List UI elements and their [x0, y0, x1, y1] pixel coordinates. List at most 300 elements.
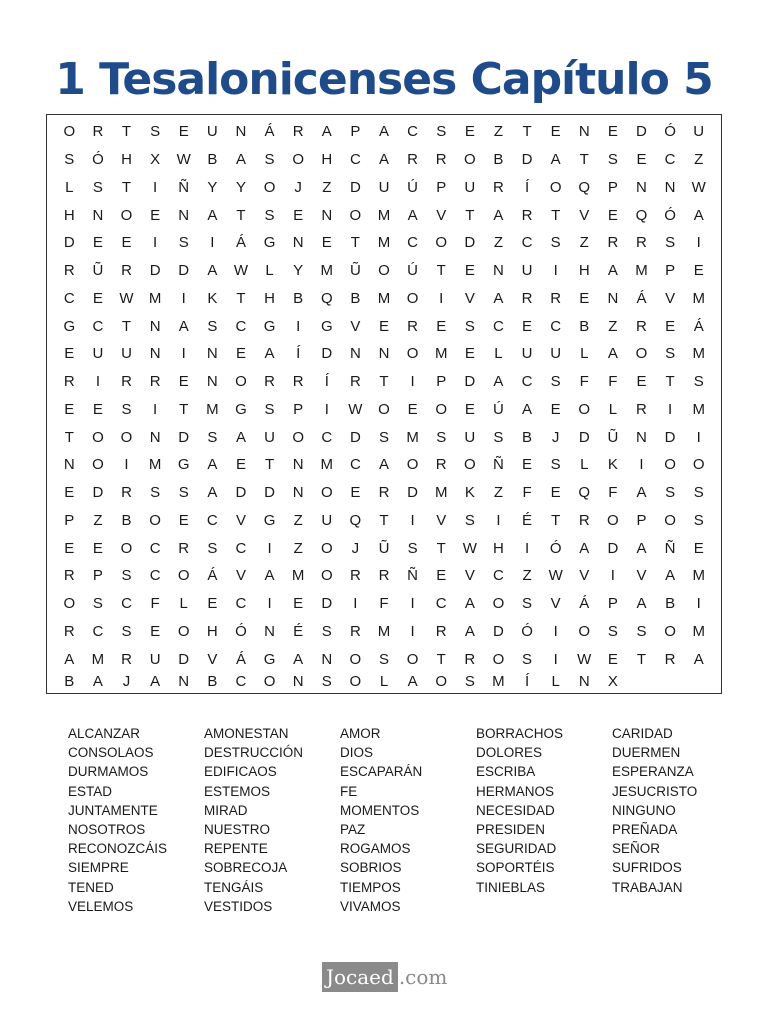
grid-letter: D: [407, 484, 419, 502]
grid-letter: R: [121, 484, 132, 502]
word-list-item: MIRAD: [204, 802, 248, 818]
grid-letter: O: [292, 428, 304, 446]
grid-letter: I: [524, 539, 530, 557]
grid-letter: A: [407, 206, 418, 224]
grid-letter: E: [522, 317, 533, 335]
grid-letter: I: [181, 289, 186, 307]
grid-letter: C: [664, 151, 676, 169]
grid-letter: Ñ: [664, 539, 676, 557]
grid-letter: O: [292, 151, 304, 169]
grid-letter: I: [267, 595, 272, 613]
logo-main-text: Jocaed: [322, 962, 398, 992]
word-list-item: ESCAPARÁN: [340, 764, 423, 780]
grid-letter: O: [349, 650, 362, 668]
grid-letter: O: [320, 567, 333, 585]
grid-letter: L: [65, 178, 74, 196]
grid-letter: I: [696, 428, 701, 446]
grid-letter: V: [436, 206, 447, 224]
grid-letter: R: [636, 400, 647, 418]
word-list-item: FE: [340, 783, 358, 799]
grid-letter: E: [178, 123, 189, 141]
word-list-item: MOMENTOS: [340, 802, 420, 818]
grid-letter: A: [493, 289, 504, 307]
grid-letter: T: [579, 151, 589, 169]
grid-letter: V: [636, 567, 647, 585]
grid-letter: Q: [635, 206, 648, 224]
grid-letter: R: [378, 484, 390, 502]
grid-letter: N: [63, 456, 75, 474]
grid-letter: S: [550, 373, 561, 391]
grid-letter: O: [664, 511, 676, 529]
grid-letter: S: [522, 595, 533, 613]
grid-letter: C: [235, 539, 247, 557]
grid-letter: O: [92, 428, 104, 446]
grid-letter: Z: [493, 123, 504, 141]
word-list-item: SOBRECOJA: [204, 860, 288, 876]
grid-letter: V: [579, 206, 590, 224]
grid-letter: E: [693, 262, 704, 280]
grid-letter: T: [436, 262, 446, 280]
grid-letter: A: [665, 567, 676, 585]
grid-letter: E: [607, 206, 618, 224]
grid-letter: C: [235, 595, 247, 613]
grid-letter: Ó: [549, 539, 562, 557]
jocaed-logo[interactable]: [322, 961, 447, 993]
grid-letter: N: [636, 428, 647, 446]
grid-letter: T: [121, 317, 132, 335]
grid-letter: A: [235, 428, 246, 446]
grid-letter: M: [320, 456, 334, 474]
grid-letter: A: [235, 151, 246, 169]
grid-letter: Ñ: [407, 567, 419, 585]
grid-letter: U: [92, 345, 104, 363]
word-list-item: ESTEMOS: [204, 783, 271, 799]
grid-letter: A: [693, 206, 704, 224]
grid-letter: D: [607, 539, 619, 557]
grid-letter: S: [64, 151, 75, 169]
grid-letter: D: [235, 484, 247, 502]
grid-letter: N: [321, 650, 333, 668]
grid-letter: S: [436, 428, 447, 446]
grid-letter: D: [92, 484, 104, 502]
word-list-item: REPENTE: [204, 841, 268, 857]
grid-letter: N: [292, 673, 304, 690]
grid-letter: I: [153, 234, 158, 252]
word-search-grid: [46, 114, 722, 694]
grid-letter: I: [410, 595, 415, 613]
grid-letter: P: [665, 262, 676, 280]
grid-letter: Q: [578, 484, 591, 502]
grid-letter: C: [206, 511, 218, 529]
grid-letter: O: [349, 206, 362, 224]
grid-letter: T: [64, 428, 74, 446]
grid-letter: C: [235, 673, 247, 690]
grid-letter: R: [264, 373, 275, 391]
grid-letter: R: [292, 373, 304, 391]
grid-letter: F: [522, 484, 532, 502]
grid-letter: T: [264, 456, 275, 474]
grid-letter: O: [177, 622, 190, 640]
grid-letter: D: [493, 622, 504, 640]
grid-letter: R: [121, 262, 132, 280]
grid-letter: H: [578, 262, 590, 280]
grid-letter: V: [550, 595, 561, 613]
grid-letter: I: [410, 622, 415, 640]
grid-letter: Á: [636, 289, 647, 307]
grid-letter: M: [434, 484, 448, 502]
grid-letter: L: [265, 262, 274, 280]
grid-letter: V: [350, 317, 361, 335]
grid-letter: S: [378, 650, 389, 668]
grid-letter: C: [493, 317, 504, 335]
grid-letter: O: [692, 456, 705, 474]
grid-letter: I: [324, 400, 329, 418]
word-list-item: TRABAJAN: [612, 879, 683, 895]
logo-suffix-text: .com: [398, 965, 448, 989]
grid-letter: C: [235, 317, 247, 335]
grid-letter: A: [464, 622, 475, 640]
grid-letter: O: [463, 456, 476, 474]
grid-letter: S: [150, 484, 161, 502]
grid-letter: S: [522, 650, 533, 668]
grid-letter: A: [321, 123, 332, 141]
grid-letter: S: [636, 622, 647, 640]
grid-letter: O: [492, 650, 505, 668]
word-list-item: SEÑOR: [612, 841, 661, 857]
grid-letter: I: [153, 400, 158, 418]
grid-letter: D: [264, 484, 275, 502]
grid-letter: S: [550, 456, 561, 474]
grid-letter: S: [207, 428, 218, 446]
word-list-item: TENGÁIS: [204, 879, 264, 895]
word-list-item: ESPERANZA: [612, 764, 694, 780]
grid-letter: T: [350, 234, 360, 252]
grid-letter: T: [465, 206, 475, 224]
grid-letter: B: [665, 595, 676, 613]
grid-letter: B: [522, 428, 533, 446]
word-list-item: CARIDAD: [612, 726, 673, 741]
grid-letter: T: [121, 123, 132, 141]
grid-letter: N: [206, 373, 218, 391]
grid-letter: C: [407, 123, 419, 141]
grid-letter: I: [496, 511, 501, 529]
grid-letter: E: [464, 400, 475, 418]
word-list-item: VELEMOS: [68, 898, 134, 914]
word-list-item: ESCRIBA: [476, 764, 536, 780]
grid-letter: Q: [349, 511, 362, 529]
grid-letter: J: [122, 673, 131, 690]
grid-letter: Ñ: [178, 178, 190, 196]
grid-letter: L: [379, 673, 389, 690]
grid-letter: O: [320, 484, 333, 502]
grid-letter: N: [292, 456, 304, 474]
grid-letter: H: [206, 622, 218, 640]
grid-letter: H: [121, 151, 132, 169]
grid-letter: W: [233, 262, 249, 280]
grid-letter: E: [464, 123, 475, 141]
grid-letter: U: [378, 178, 390, 196]
grid-letter: O: [578, 400, 591, 418]
grid-letter: C: [63, 289, 75, 307]
grid-letter: G: [263, 511, 276, 529]
grid-letter: S: [464, 317, 475, 335]
word-list-item: CONSOLAOS: [68, 745, 154, 761]
word-list-item: ALCANZAR: [68, 726, 141, 741]
grid-letter: D: [321, 595, 333, 613]
grid-letter: O: [63, 595, 76, 613]
word-list-item: NECESIDAD: [476, 802, 555, 818]
grid-letter: S: [92, 595, 103, 613]
grid-letter: B: [493, 151, 504, 169]
grid-letter: N: [664, 178, 676, 196]
word-list-item: SOPORTÉIS: [476, 860, 555, 876]
word-list-item: HERMANOS: [476, 783, 555, 799]
grid-letter: B: [207, 673, 218, 690]
grid-letter: N: [206, 345, 218, 363]
grid-letter: O: [378, 262, 390, 280]
grid-letter: Y: [293, 262, 304, 280]
grid-letter: V: [464, 289, 475, 307]
grid-letter: W: [176, 151, 191, 169]
grid-letter: E: [64, 400, 75, 418]
grid-letter: P: [607, 178, 618, 196]
grid-letter: Z: [522, 567, 532, 585]
grid-letter: D: [321, 345, 333, 363]
grid-letter: B: [207, 151, 218, 169]
grid-letter: C: [321, 428, 333, 446]
grid-letter: O: [120, 428, 133, 446]
grid-letter: U: [121, 345, 132, 363]
grid-letter: F: [579, 373, 589, 391]
grid-letter: V: [464, 567, 475, 585]
grid-letter: R: [63, 567, 75, 585]
grid-letter: O: [664, 622, 676, 640]
grid-letter: A: [493, 206, 504, 224]
grid-letter: T: [522, 123, 532, 141]
grid-letter: E: [407, 400, 418, 418]
grid-letter: S: [264, 151, 275, 169]
word-list-item: TIEMPOS: [340, 879, 401, 895]
grid-letter: C: [121, 595, 132, 613]
grid-letter: W: [348, 400, 363, 418]
grid-letter: K: [607, 456, 618, 474]
grid-letter: A: [636, 539, 647, 557]
grid-letter: E: [636, 151, 647, 169]
grid-letter: O: [406, 456, 419, 474]
grid-letter: E: [92, 400, 103, 418]
grid-letter: E: [293, 206, 304, 224]
grid-letter: Á: [207, 567, 218, 585]
grid-letter: Ñ: [493, 456, 504, 474]
grid-letter: R: [349, 373, 361, 391]
grid-letter: M: [692, 622, 705, 640]
grid-letter: V: [207, 650, 218, 668]
grid-letter: R: [149, 373, 161, 391]
grid-letter: I: [553, 262, 558, 280]
word-list-item: DIOS: [340, 745, 374, 761]
grid-letter: N: [235, 123, 247, 141]
grid-letter: H: [264, 289, 275, 307]
grid-letter: E: [550, 484, 561, 502]
grid-letter: R: [121, 650, 132, 668]
grid-letter: E: [64, 345, 75, 363]
grid-letter: E: [636, 373, 647, 391]
grid-letter: R: [464, 650, 476, 668]
grid-letter: E: [64, 484, 75, 502]
grid-letter: B: [64, 673, 75, 690]
grid-letter: D: [178, 650, 190, 668]
grid-letter: E: [464, 262, 475, 280]
grid-letter: S: [321, 622, 332, 640]
grid-letter: A: [607, 345, 618, 363]
grid-letter: I: [181, 345, 186, 363]
grid-letter: U: [550, 345, 562, 363]
grid-letter: P: [607, 595, 618, 613]
grid-letter: Í: [324, 373, 329, 391]
grid-letter: I: [410, 511, 415, 529]
grid-letter: Z: [293, 511, 303, 529]
grid-letter: C: [435, 595, 447, 613]
grid-letter: D: [349, 428, 361, 446]
grid-letter: C: [407, 234, 419, 252]
grid-letter: H: [493, 539, 504, 557]
grid-letter: R: [578, 511, 590, 529]
grid-letter: U: [149, 650, 161, 668]
grid-letter: G: [263, 317, 276, 335]
grid-letter: Z: [608, 317, 618, 335]
grid-letter: N: [378, 345, 390, 363]
grid-letter: N: [578, 123, 590, 141]
grid-letter: R: [435, 456, 447, 474]
grid-letter: L: [494, 345, 503, 363]
grid-letter: S: [607, 622, 618, 640]
grid-letter: I: [210, 234, 215, 252]
grid-letter: E: [607, 123, 618, 141]
grid-letter: G: [320, 317, 333, 335]
grid-letter: L: [608, 400, 618, 418]
grid-letter: S: [407, 539, 418, 557]
grid-letter: O: [635, 345, 648, 363]
grid-letter: G: [63, 317, 76, 335]
grid-letter: W: [548, 567, 563, 585]
grid-letter: R: [63, 373, 75, 391]
grid-letter: P: [436, 178, 447, 196]
grid-letter: Á: [235, 650, 246, 668]
grid-letter: D: [149, 262, 161, 280]
grid-letter: Ũ: [92, 262, 104, 280]
grid-letter: A: [464, 595, 475, 613]
grid-letter: C: [92, 317, 104, 335]
grid-letter: H: [63, 206, 75, 224]
grid-letter: Z: [493, 484, 504, 502]
grid-letter: N: [92, 206, 104, 224]
grid-letter: V: [665, 289, 676, 307]
grid-letter: V: [235, 567, 246, 585]
grid-letter: U: [693, 123, 705, 141]
grid-letter: U: [206, 123, 218, 141]
grid-letter: E: [550, 123, 561, 141]
grid-letter: P: [350, 123, 361, 141]
grid-letter: E: [550, 400, 561, 418]
grid-letter: Ó: [664, 123, 676, 141]
grid-letter: T: [551, 206, 561, 224]
grid-letter: E: [207, 595, 218, 613]
grid-letter: E: [178, 373, 189, 391]
grid-letter: S: [693, 484, 704, 502]
grid-letter: J: [294, 178, 302, 196]
grid-letter: O: [263, 673, 276, 690]
grid-letter: M: [206, 400, 219, 418]
grid-letter: Q: [578, 178, 591, 196]
grid-letter: S: [464, 511, 475, 529]
grid-letter: D: [521, 151, 533, 169]
word-list-item: DUERMEN: [612, 745, 681, 761]
grid-letter: O: [463, 151, 476, 169]
word-list-item: PREÑADA: [612, 821, 678, 837]
grid-letter: Y: [207, 178, 218, 196]
grid-letter: I: [410, 373, 415, 391]
grid-letter: Y: [235, 178, 246, 196]
grid-letter: I: [668, 400, 673, 418]
grid-letter: O: [607, 511, 619, 529]
grid-letter: O: [406, 650, 419, 668]
grid-letter: N: [149, 317, 161, 335]
grid-letter: E: [464, 345, 475, 363]
grid-letter: N: [149, 428, 161, 446]
grid-letter: E: [235, 456, 246, 474]
word-list-item: SOBRIOS: [340, 860, 402, 876]
grid-letter: E: [665, 317, 676, 335]
word-list-item: SUFRIDOS: [612, 860, 682, 876]
grid-letter: S: [178, 234, 189, 252]
grid-letter: R: [407, 151, 419, 169]
word-list-item: ROGAMOS: [340, 841, 411, 857]
grid-letter: M: [692, 400, 705, 418]
grid-letter: A: [522, 400, 533, 418]
grid-letter: M: [320, 262, 334, 280]
grid-letter: A: [579, 539, 590, 557]
word-list-item: PAZ: [340, 821, 366, 837]
word-list-item: JUNTAMENTE: [68, 802, 158, 818]
grid-letter: S: [550, 234, 561, 252]
grid-letter: O: [120, 206, 133, 224]
grid-letter: S: [607, 151, 618, 169]
grid-letter: D: [349, 178, 361, 196]
word-list-item: AMONESTAN: [204, 726, 289, 741]
grid-letter: M: [148, 456, 162, 474]
grid-letter: E: [436, 567, 447, 585]
grid-letter: U: [464, 178, 476, 196]
grid-letter: E: [378, 317, 389, 335]
grid-letter: G: [263, 234, 276, 252]
grid-letter: M: [377, 622, 391, 640]
grid-letter: R: [435, 151, 447, 169]
word-list-item: TENED: [68, 879, 114, 895]
grid-letter: I: [439, 289, 444, 307]
grid-letter: M: [406, 428, 419, 446]
grid-letter: E: [92, 234, 103, 252]
grid-letter: L: [551, 673, 560, 690]
grid-letter: U: [521, 262, 533, 280]
grid-letter: S: [207, 317, 218, 335]
grid-letter: O: [664, 456, 676, 474]
grid-letter: Í: [524, 673, 530, 690]
grid-letter: T: [551, 511, 561, 529]
grid-letter: E: [693, 539, 704, 557]
grid-letter: F: [150, 595, 160, 613]
grid-letter: S: [121, 400, 132, 418]
grid-letter: U: [264, 428, 275, 446]
